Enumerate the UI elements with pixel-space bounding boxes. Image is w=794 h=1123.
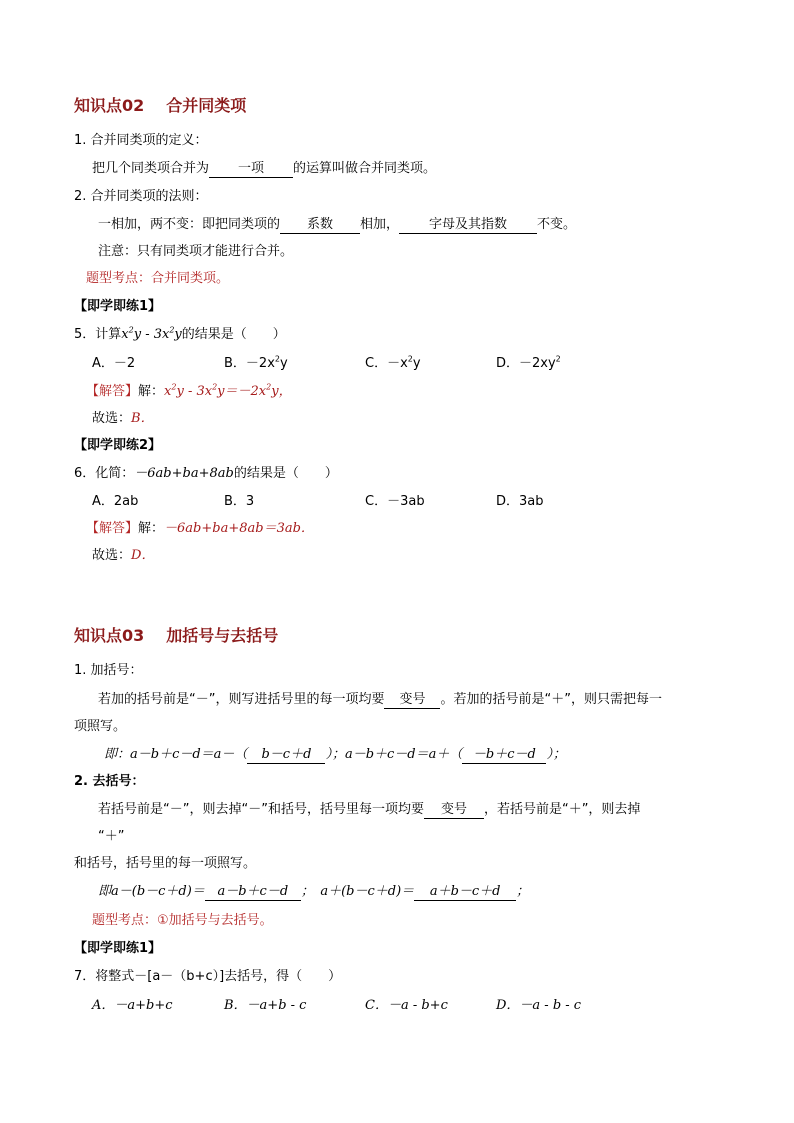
section-02-title (74, 97, 246, 115)
add-bracket-rule: 若加的括号前是“－”，则写进括号里的每一项均要 变号 。若加的括号前是“＋”，则只需把每一 (98, 692, 662, 707)
remove-bracket-rule: 若括号前是“－”，则去掉“－”和括号，括号里每一项均要 变号 ，若括号前是“＋”，则去掉 (98, 802, 641, 817)
add-bracket-label: 1. 加括号： (74, 663, 143, 678)
section-03-text: 加括号与去括号 (166, 626, 279, 645)
practice-1-label: 【即学即练1】 (74, 299, 162, 314)
choice-5: 故选：B． (92, 411, 154, 426)
blank-letters-exponents: 字母及其指数 (399, 217, 537, 234)
option-c: C．$-x^2y$ (365, 354, 421, 371)
section-03-title (74, 627, 278, 645)
blank-add-2: －b＋c－d (462, 747, 546, 764)
option-a: A．－a+b+c (92, 998, 173, 1013)
add-bracket-rule-cont: 项照写。 (74, 719, 127, 734)
option-a: A．2ab (92, 494, 139, 509)
section-03-number: 知识点03 (74, 626, 145, 645)
answer-5: 【解答】解：$x^2y - 3x^2y=-2x^2y$， (86, 382, 292, 399)
remove-bracket-example: 即a－(b－c＋d)＝ a－b＋c－d ； a＋(b－c＋d)＝ a＋b－c＋d ； (98, 884, 530, 899)
topic-text-03: 题型考点：①加括号与去括号。 (92, 913, 273, 928)
blank-remove-2: a＋b－c＋d (414, 884, 516, 901)
remove-bracket-label: 2. 去括号： (74, 774, 145, 789)
blank-change-sign: 变号 (384, 692, 440, 709)
section-02-number: 知识点02 (74, 96, 145, 115)
topic-text: 题型考点：合并同类项。 (86, 271, 230, 286)
add-bracket-example: 即：a－b＋c－d＝a－（ b－c＋d ）；a－b＋c－d＝a＋（ －b＋c－d ）； (104, 747, 566, 762)
answer-6: 【解答】解：－6ab+ba+8ab＝3ab． (86, 521, 314, 536)
blank-coefficient: 系数 (280, 217, 360, 234)
option-b: B．－a+b - c (224, 998, 307, 1013)
definition-label: 1. 合并同类项的定义： (74, 133, 208, 148)
option-a: A．－2 (92, 356, 136, 371)
rule-text: 一相加，两不变：即把同类项的 系数 相加， 字母及其指数 不变。 (98, 217, 577, 232)
question-7: 7．将整式－[a－（b+c）]去括号，得（ ） (74, 969, 342, 984)
option-b: B．3 (224, 494, 255, 509)
choice-6: 故选：D． (92, 548, 155, 563)
definition-text: 把几个同类项合并为 一项 的运算叫做合并同类项。 (92, 161, 437, 176)
blank-one-term: 一项 (209, 161, 293, 178)
question-5: 5．计算$x^2y - 3x^2y$的结果是（ ） (74, 325, 286, 342)
option-c: C．－a - b+c (365, 998, 448, 1013)
remove-bracket-rule-cont: 和括号，括号里的每一项照写。 (74, 856, 257, 871)
option-d: D．$-2xy^2$ (496, 354, 561, 371)
option-b: B．$-2x^2y$ (224, 354, 288, 371)
section-02-text: 合并同类项 (166, 96, 247, 115)
option-d: D．3ab (496, 494, 544, 509)
remove-bracket-plus: “＋” (98, 829, 125, 844)
question-6: 6．化简：－6ab+ba+8ab的结果是（ ） (74, 466, 338, 481)
practice-2-label: 【即学即练2】 (74, 438, 162, 453)
blank-add-1: b－c＋d (247, 747, 325, 764)
note-text: 注意：只有同类项才能进行合并。 (98, 244, 294, 259)
option-c: C．－3ab (365, 494, 425, 509)
option-d: D．－a - b - c (496, 998, 582, 1013)
blank-remove-1: a－b＋c－d (205, 884, 301, 901)
practice-1-label-03: 【即学即练1】 (74, 941, 162, 956)
rule-label: 2. 合并同类项的法则： (74, 189, 208, 204)
blank-remove-change-sign: 变号 (424, 802, 484, 819)
